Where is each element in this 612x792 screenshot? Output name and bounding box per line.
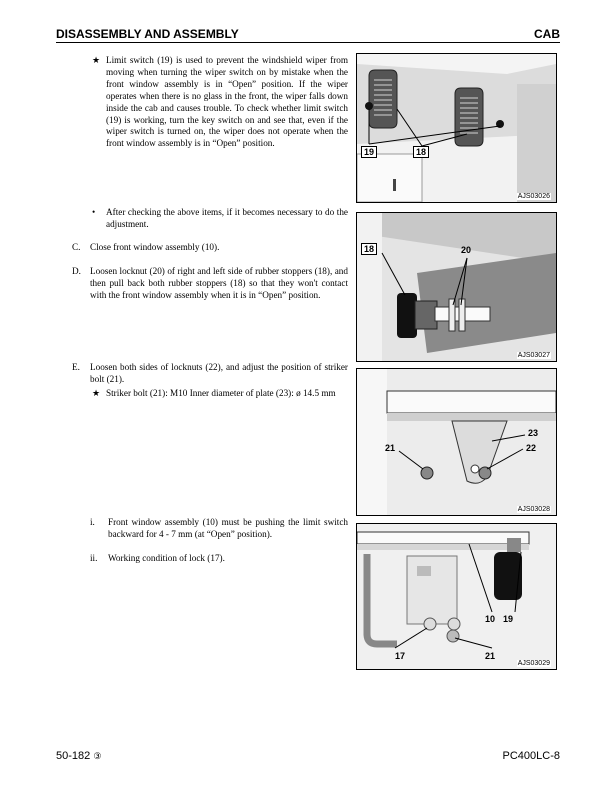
step-e-text: Loosen both sides of locknuts (22), and adjust the position of striker bolt (21).	[90, 362, 348, 384]
step-c-text: Close front window assembly (10).	[90, 242, 220, 252]
star-marker: ★	[92, 55, 101, 65]
step-c-marker: C.	[72, 242, 81, 252]
model-footer: PC400LC-8	[502, 750, 560, 762]
label-20: 20	[461, 245, 472, 255]
label-19: 19	[503, 614, 514, 624]
figure-striker-bolt	[356, 368, 557, 516]
label-18: 18	[413, 146, 429, 158]
revision-mark: ③	[93, 751, 102, 761]
label-18: 18	[361, 243, 377, 255]
bullet-marker: •	[92, 207, 96, 217]
adjustment-bullet: After checking the above items, if it becomes necessary to do the adjustment.	[106, 207, 348, 229]
sub-ii-text: Working condition of lock (17).	[108, 553, 225, 563]
label-19: 19	[361, 146, 377, 158]
figure-code: AJS03026	[517, 193, 550, 200]
figure-code: AJS03029	[517, 660, 550, 667]
figure-rubber-stopper	[356, 212, 557, 362]
section-title: DISASSEMBLY AND ASSEMBLY	[56, 27, 239, 41]
page-number-footer	[56, 750, 101, 762]
limit-switch-note: Limit switch (19) is used to prevent the windshield wiper from moving when turning the wiper switch on by mistake when the front window assembly is in “Open” position. If the wiper operates when there is no glass in the front, the wiper falls down inside the cab and causes trouble. To check whether limit switch (19) is working, turn the key switch on and see that, even if the wiper switch is turned on, the wiper does not operate when the front window assembly is in “Open” position.	[106, 55, 348, 149]
header-rule	[56, 42, 560, 43]
page-header	[56, 27, 560, 41]
label-22: 22	[526, 443, 537, 453]
step-d-text: Loosen locknut (20) of right and left side of rubber stoppers (18), and then pull back both rubber stoppers (18) so that they won't contact with the front window assembly when it is in “Open” position.	[90, 266, 348, 300]
sub-i-marker: i.	[90, 517, 95, 527]
label-17: 17	[395, 651, 406, 661]
chapter-title: CAB	[534, 27, 560, 41]
striker-bolt-spec: Striker bolt (21): M10 Inner diameter of plate (23): ø 14.5 mm	[106, 388, 336, 398]
step-d-marker: D.	[72, 266, 81, 276]
label-23: 23	[528, 428, 539, 438]
step-e-marker: E.	[72, 362, 80, 372]
label-10: 10	[485, 614, 496, 624]
sub-i-text: Front window assembly (10) must be pushing the limit switch backward for 4 - 7 mm (at “Open” position).	[108, 517, 348, 539]
figure-code: AJS03028	[517, 506, 550, 513]
star-marker-2: ★	[92, 388, 101, 398]
figure-limit-switch	[356, 53, 557, 203]
label-21: 21	[485, 651, 496, 661]
figure-window-lock	[356, 523, 557, 670]
figure-code: AJS03027	[517, 352, 550, 359]
page-number: 50-182	[56, 750, 91, 762]
label-21: 21	[385, 443, 396, 453]
sub-ii-marker: ii.	[90, 553, 98, 563]
